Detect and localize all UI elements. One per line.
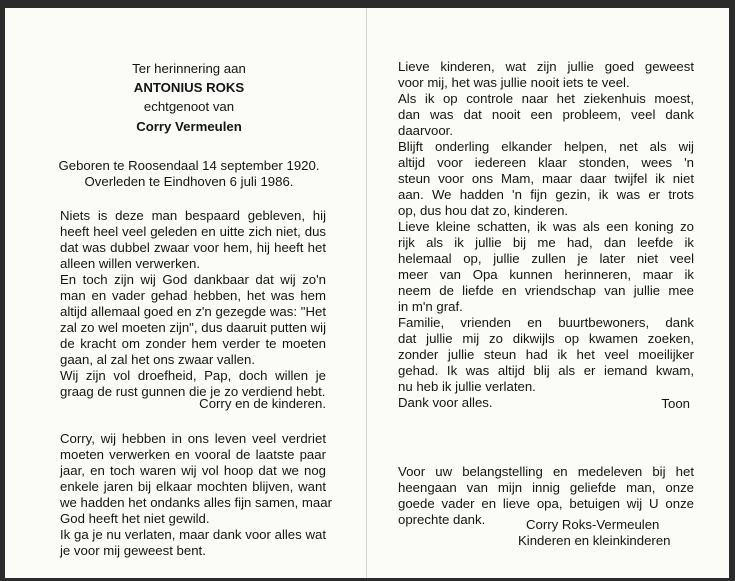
text-line: we hadden het ondanks alles fijn samen, maar	[60, 495, 332, 510]
text-line: Familie, vrienden en buurtbewoners, dank	[398, 315, 694, 330]
text-line: neem de liefde en vriendschap van jullie mee	[398, 283, 694, 298]
text-line: meer van Opa kunnen herinneren, maar ik	[398, 267, 694, 282]
text-line: altijd allemaal goed en z'n gezegde was: "Het	[60, 304, 326, 319]
text-line: Niets is deze man bespaard gebleven, hij	[60, 208, 326, 223]
text-line: jaar, en toch waren wij vol hoop dat we nog	[60, 463, 326, 478]
text-line: aan. We hadden 'n fijn gezin, ik was er trots	[398, 187, 694, 202]
memorial-card	[5, 8, 729, 578]
card-fold-line	[366, 8, 367, 578]
text-line: dat was dubbel zwaar voor hem, hij heeft het	[60, 240, 326, 255]
life-dates	[55, 158, 323, 190]
signature-family: Kinderen en kleinkinderen	[518, 533, 671, 548]
text-line: Corry, wij hebben in ons leven veel verdriet	[60, 431, 326, 446]
left-heading	[55, 59, 323, 136]
text-line: dan was dat nooit een probleem, veel dank	[398, 107, 694, 122]
text-line: dat jullie mij zo dikwijls op kwamen zoeken,	[398, 331, 694, 346]
right-paragraph-1	[398, 59, 694, 411]
text-line: zal zo wel moeten zijn", dus daaruit putten wij	[60, 320, 326, 335]
left-signature	[60, 396, 326, 412]
text-line: heengaan van mijn innig geliefde man, onze	[398, 480, 694, 495]
deceased-name: ANTONIUS ROKS	[133, 80, 245, 96]
text-line: Als ik op controle naar het ziekenhuis moest,	[398, 91, 694, 106]
death-line: Overleden te Eindhoven 6 juli 1986.	[84, 174, 294, 189]
text-line: steun voor ons Mam, maar daar twijfel ik niet	[398, 171, 694, 186]
text-line: helemaal op, jullie zullen je later niet veel	[398, 251, 694, 266]
text-line: God heeft het niet gewild.	[60, 511, 210, 526]
text-line: Lieve kleine schatten, ik was als een koning zo	[398, 219, 694, 234]
text-line: Voor uw belangstelling en medeleven bij het	[398, 464, 694, 479]
text-line: alleen willen verwerken.	[60, 256, 201, 271]
intro-text: Ter herinnering aan	[132, 61, 246, 76]
left-paragraph-1	[60, 208, 326, 400]
text-line: goede vader en lieve opa, betuigen wij U onze	[398, 496, 694, 511]
text-line: de kracht om zonder hem verder te moeten	[60, 336, 326, 351]
text-line: zonder jullie steun had ik het veel moeilijker	[398, 347, 694, 362]
text-line: Dank voor alles.	[398, 395, 493, 410]
text-line: Wij zijn vol droefheid, Pap, doch willen je	[60, 368, 326, 383]
text-line: in m'n graf.	[398, 299, 463, 314]
text-line: moeten verwerken en vooral de laatste paar	[60, 447, 326, 462]
text-line: voor mij, het was jullie nooit iets te veel.	[398, 75, 630, 90]
text-line: oprechte dank.	[398, 512, 486, 527]
birth-line: Geboren te Roosendaal 14 september 1920.	[58, 158, 320, 173]
text-line: Lieve kinderen, wat zijn jullie goed geweest	[398, 59, 694, 74]
signature-name: Corry Roks-Vermeulen	[526, 517, 660, 532]
text-line: nu heb ik jullie verlaten.	[398, 379, 536, 394]
text-line: graag de rust gunnen die je zo verdiend hebt.	[60, 384, 326, 399]
text-line: Ik ga je nu verlaten, maar dank voor alles wat	[60, 527, 326, 542]
signature-text: Corry en de kinderen.	[199, 396, 326, 411]
spouse-label: echtgenoot van	[143, 99, 235, 115]
text-line: gehad. Ik was altijd blij als er iemand kwam,	[398, 363, 694, 378]
signature-text: Toon	[661, 396, 690, 411]
text-line: op, dus hou dat zo, kinderen.	[398, 203, 569, 218]
text-line: rijk als ik jullie bij me had, dan leefde ik	[398, 235, 694, 250]
text-line: En toch zijn wij God dankbaar dat wij zo'n	[60, 272, 326, 287]
text-line: altijd voor iedereen klaar stonden, wees 'n	[398, 155, 694, 170]
text-line: Blijft onderling elkander helpen, net als wij	[398, 139, 694, 154]
text-line: je voor mij geweest bent.	[60, 543, 206, 558]
text-line: gaan, al zal het ons zwaar vallen.	[60, 352, 255, 367]
right-signature	[398, 396, 690, 412]
family-signature	[518, 517, 718, 549]
left-paragraph-2	[60, 431, 332, 559]
text-line: daarvoor.	[398, 123, 453, 138]
text-line: man en vader gehad hebben, het was hem	[60, 288, 326, 303]
text-line: enkele jaren bij elkaar mochten blijven, want	[60, 479, 326, 494]
text-line: heeft heel veel geleden en uitte zich niet, dus	[60, 224, 326, 239]
spouse-name: Corry Vermeulen	[136, 118, 242, 134]
